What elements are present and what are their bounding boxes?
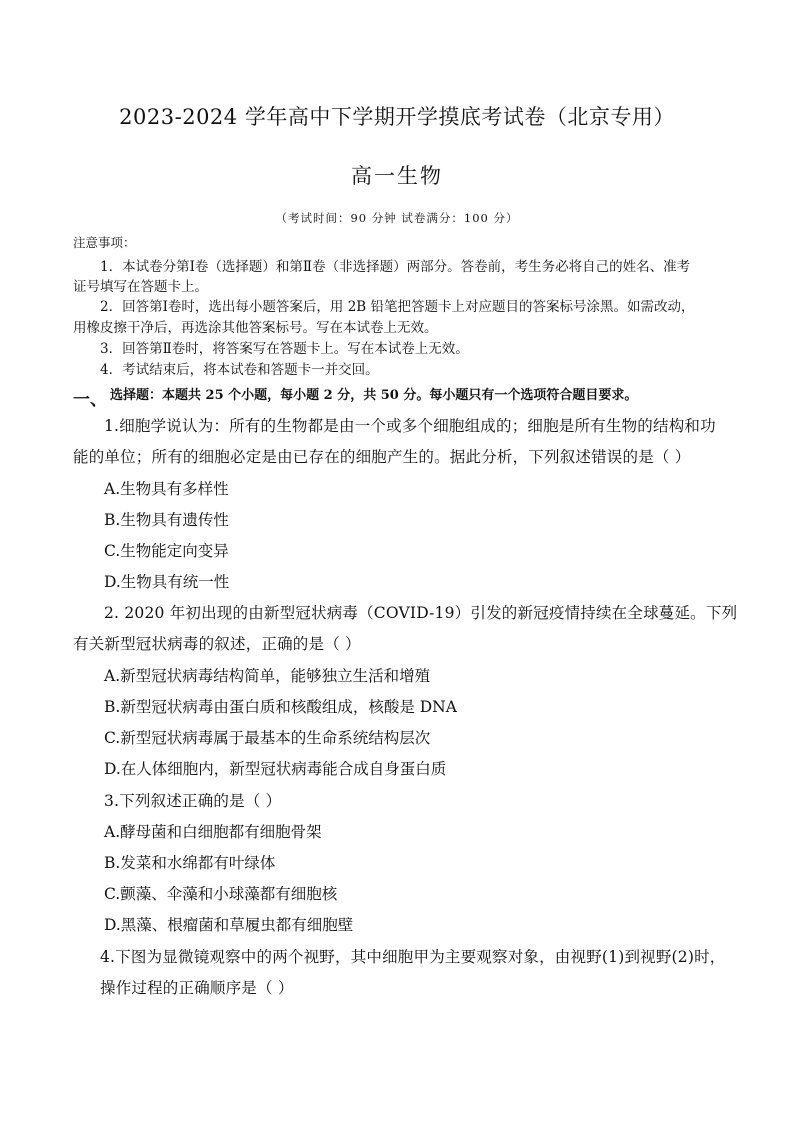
notice-line: 2．回答第Ⅰ卷时，选出每小题答案后，用 2B 铅笔把答题卡上对应题目的答案标号涂黑。如需改动， — [100, 299, 695, 315]
question-2-option-b: B.新型冠状病毒由蛋白质和核酸组成，核酸是 DNA — [104, 698, 457, 716]
question-3-line: 3.下列叙述正确的是（ ） — [104, 792, 282, 810]
question-3-option-c: C.颤藻、伞藻和小球藻都有细胞核 — [104, 885, 338, 903]
question-1-line: 1.细胞学说认为：所有的生物都是由一个或多个细胞组成的；细胞是所有生物的结构和功 — [104, 417, 716, 435]
question-1-option-a: A.生物具有多样性 — [104, 480, 229, 498]
question-2-option-c: C.新型冠状病毒属于最基本的生命系统结构层次 — [104, 729, 431, 747]
question-3-option-b: B.发菜和水绵都有叶绿体 — [104, 854, 276, 872]
exam-title: 2023-2024 学年高中下学期开学摸底考试卷（北京专用） — [119, 105, 675, 129]
question-4-line: 4.下图为显微镜观察中的两个视野，其中细胞甲为主要观察对象，由视野(1)到视野(2)时， — [100, 948, 726, 966]
notice-line: 3．回答第Ⅱ卷时，将答案写在答题卡上。写在本试卷上无效。 — [100, 341, 469, 357]
notice-line: 用橡皮擦干净后，再选涂其他答案标号。写在本试卷上无效。 — [73, 320, 438, 336]
section-heading: 选择题：本题共 25 个小题，每小题 2 分，共 50 分。每小题只有一个选项符合题目要求。 — [110, 388, 638, 403]
question-3-option-a: A.酵母菌和白细胞都有细胞骨架 — [104, 823, 322, 841]
question-4-line: 操作过程的正确顺序是（ ） — [100, 979, 294, 997]
notice-line: 证号填写在答题卡上。 — [73, 279, 208, 295]
question-2-line: 有关新型冠状病毒的叙述，正确的是（ ） — [73, 635, 361, 653]
notice-line: 4．考试结束后，将本试卷和答题卡一并交回。 — [100, 362, 379, 378]
question-1-option-c: C.生物能定向变异 — [104, 542, 229, 560]
question-1-option-d: D.生物具有统一性 — [104, 573, 230, 591]
exam-subject: 高一生物 — [351, 164, 443, 188]
notice-line: 1．本试卷分第Ⅰ卷（选择题）和第Ⅱ卷（非选择题）两部分。答卷前，考生务必将自己的姓名、准考 — [100, 259, 691, 275]
question-2-option-d: D.在人体细胞内，新型冠状病毒能合成自身蛋白质 — [104, 760, 447, 778]
question-1-option-b: B.生物具有遗传性 — [104, 511, 229, 529]
question-1-line: 能的单位；所有的细胞必定是由已存在的细胞产生的。据此分析，下列叙述错误的是（ ） — [73, 448, 691, 466]
question-2-line: 2. 2020 年初出现的由新型冠状病毒（COVID-19）引发的新冠疫情持续在全球蔓延。下列 — [104, 604, 738, 622]
section-number: 一、 — [73, 390, 107, 410]
notice-heading: 注意事项： — [73, 235, 136, 250]
question-2-option-a: A.新型冠状病毒结构简单，能够独立生活和增殖 — [104, 667, 431, 685]
question-3-option-d: D.黑藻、根瘤菌和草履虫都有细胞壁 — [104, 916, 354, 934]
exam-meta: （考试时间：90 分钟 试卷满分：100 分） — [275, 211, 519, 225]
